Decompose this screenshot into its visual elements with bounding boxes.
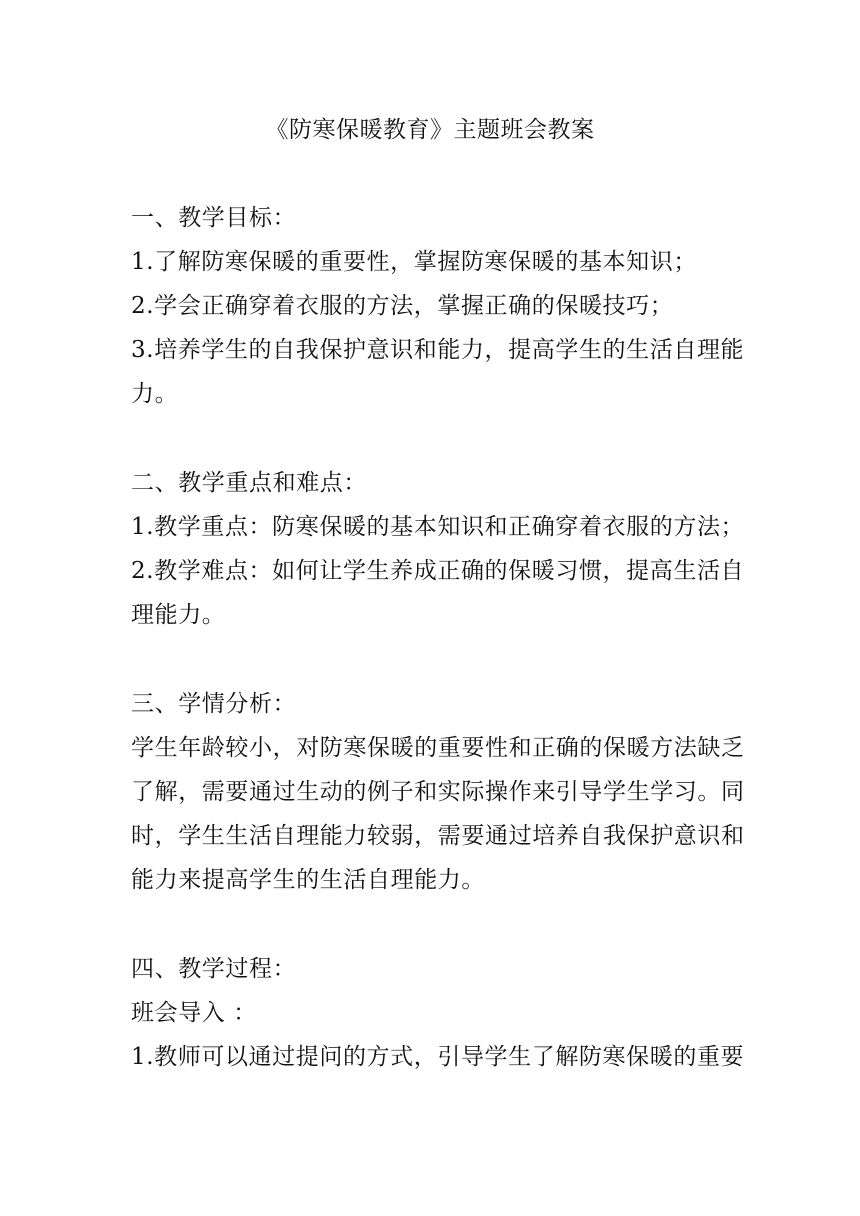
paragraph-line: 1.教学重点：防寒保暖的基本知识和正确穿着衣服的方法； bbox=[131, 514, 745, 540]
paragraph-line: 能力来提高学生的生活自理能力。 bbox=[131, 867, 485, 893]
paragraph-line: 了解，需要通过生动的例子和实际操作来引导学生学习。同 bbox=[131, 779, 745, 805]
document-body bbox=[131, 196, 745, 1079]
paragraph-line: 班会导入 ： bbox=[131, 1000, 257, 1026]
section-spacer bbox=[131, 902, 731, 947]
paragraph-line: 理能力。 bbox=[131, 602, 226, 628]
section-heading: 四、教学过程： bbox=[131, 956, 297, 982]
section-teaching-process bbox=[131, 947, 745, 1079]
section-spacer bbox=[131, 416, 731, 461]
section-student-analysis bbox=[131, 682, 745, 902]
paragraph-line: 学生年龄较小，对防寒保暖的重要性和正确的保暖方法缺乏 bbox=[131, 735, 745, 761]
paragraph-line: 力。 bbox=[131, 381, 179, 407]
section-heading: 二、教学重点和难点： bbox=[131, 470, 367, 496]
section-heading: 三、学情分析： bbox=[131, 691, 297, 717]
document-title: 《防寒保暖教育》主题班会教案 bbox=[265, 117, 595, 143]
paragraph-line: 时，学生生活自理能力较弱，需要通过培养自我保护意识和 bbox=[131, 823, 745, 849]
paragraph-line: 2.教学难点：如何让学生养成正确的保暖习惯，提高生活自 bbox=[131, 558, 745, 584]
paragraph-line: 1.教师可以通过提问的方式，引导学生了解防寒保暖的重要 bbox=[131, 1044, 745, 1070]
section-teaching-goals bbox=[131, 196, 745, 416]
paragraph-line: 2.学会正确穿着衣服的方法，掌握正确的保暖技巧； bbox=[131, 293, 674, 319]
paragraph-line: 3.培养学生的自我保护意识和能力，提高学生的生活自理能 bbox=[131, 337, 745, 363]
section-heading: 一、教学目标： bbox=[131, 205, 297, 231]
paragraph-line: 1.了解防寒保暖的重要性，掌握防寒保暖的基本知识； bbox=[131, 249, 697, 275]
section-spacer bbox=[131, 637, 731, 682]
section-key-points bbox=[131, 461, 745, 637]
